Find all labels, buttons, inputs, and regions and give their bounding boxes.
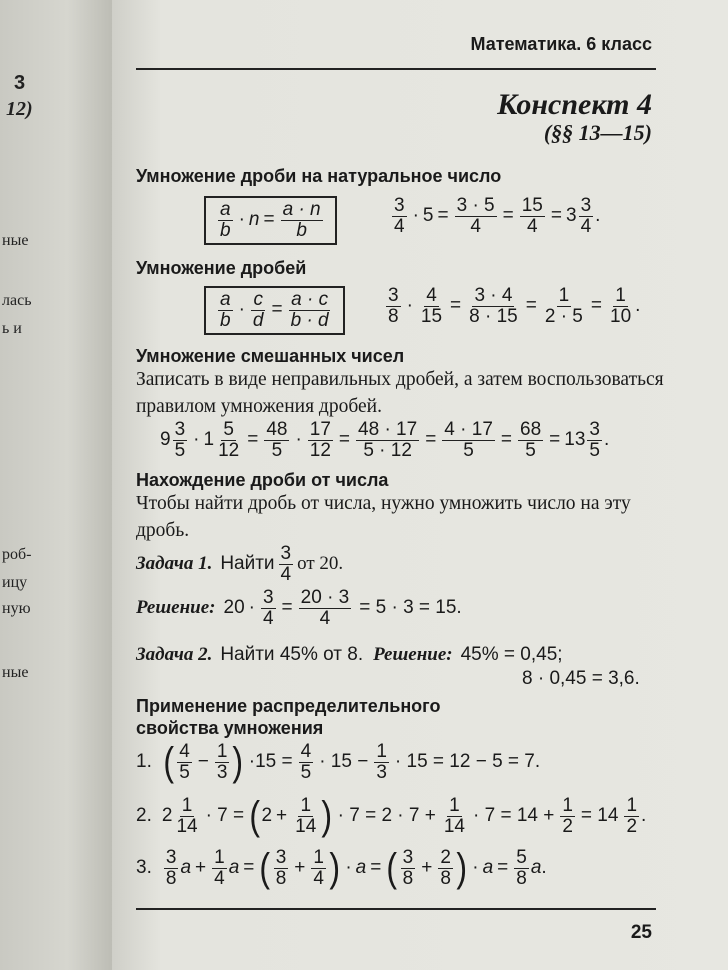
page-number: 25 — [630, 922, 652, 943]
distributive-example-3: 3. 3 8 a + $\frac{1}{4}$ a = ( 3 8 + $\frac{1}{4}$ ) · a = ( 3 8 + $\frac{2}{8}$ ) · a = $\frac{5}{8}$ a . — [136, 846, 547, 891]
textbook-page — [112, 0, 728, 970]
heading-fraction-times-fraction: Умножение дробей — [136, 258, 307, 278]
heading-distributive-line1: Применение распределительного — [136, 696, 441, 716]
konspekt-title: Конспект 4 — [497, 88, 652, 121]
task-2-solution-line2: 8 · 0,45 = 3,6. — [522, 668, 640, 689]
heading-fraction-of-number: Нахождение дроби от числа — [136, 470, 389, 490]
fraction-of-number-rule-text: Чтобы найти дробь от числа, нужно умножить число на эту дробь. — [136, 493, 631, 541]
example-mixed-numbers: 9 3 5 · 1 $\frac{5}{12}$ = $\frac{48}{5}$ · $\frac{17}{12}$ = $\frac{48 \cdot 17}{5 \cdot 12}$ = $\frac{4 \cdot 17}{5}$ = $\frac{68}{5}$ = 13 3 5 . — [160, 419, 610, 461]
left-fragment: ные — [2, 232, 29, 249]
left-fragment: лась — [2, 292, 32, 309]
left-fragment: ь и — [2, 320, 22, 337]
header-rule — [136, 68, 656, 70]
left-fragment: ные — [2, 664, 29, 681]
example-fraction-times-natural: 3 4 · 5 = $\frac{3 \cdot 5}{4}$ = $\frac{15}{4}$ = 3 3 4 . — [394, 195, 601, 237]
task-1: Задача 1. Найти 3 4 от 20. — [136, 543, 344, 585]
distributive-example-1: 1. ( 4 5 − $\frac{1}{3}$ ) ·15 = $\frac{4}{5}$ · 15 − $\frac{1}{3}$ · 15 = 12 − 5 = 7. — [136, 740, 541, 785]
left-fragment: 3 — [14, 72, 26, 94]
running-header: Математика. 6 класс — [470, 34, 652, 54]
distributive-example-2: 2. 2 1 14 · 7 = ( 2 + $\frac{1}{14}$ ) · 7 = 2 · 7 + $\frac{1}{14}$ · 7 = 14 + $\frac{1}{2}$ = 14 1 2 . — [136, 794, 647, 839]
rule-box-fraction-times-natural: a b · n = $\frac{a \cdot n}{b}$ — [204, 196, 337, 245]
footer-rule — [136, 908, 656, 910]
task-2: Задача 2. Найти 45% от 8. Решение: 45% = 0,45; — [136, 644, 563, 665]
heading-mixed-numbers: Умножение смешанных чисел — [136, 346, 405, 366]
left-fragment: ицу — [2, 574, 28, 591]
example-fraction-times-fraction: 3 8 · $\frac{4}{15}$ = $\frac{3 \cdot 4}{8 \cdot 15}$ = $\frac{1}{2 \cdot 5}$ = $\frac{1}{10}$ . — [388, 285, 641, 327]
task-1-solution: Решение: 20 · $\frac{3}{4}$ = $\frac{20 \cdot 3}{4}$ = 5 · 3 = 15. — [136, 587, 462, 629]
left-fragment: ную — [2, 600, 31, 617]
konspekt-sections: (§§ 13—15) — [543, 120, 652, 145]
left-page-edge — [0, 0, 112, 970]
left-fragment: 12) — [6, 98, 33, 120]
heading-fraction-times-natural: Умножение дроби на натуральное число — [136, 166, 502, 186]
rule-box-fraction-times-fraction: a b · $\frac{c}{d}$ = $\frac{a \cdot c}{b \cdot d}$ — [204, 286, 345, 335]
left-fragment: роб- — [2, 546, 32, 563]
mixed-numbers-rule-text: Записать в виде неправильных дробей, а затем воспользоваться правилом умножения дробей. — [136, 369, 664, 417]
heading-distributive-line2: свойства умножения — [136, 718, 324, 738]
